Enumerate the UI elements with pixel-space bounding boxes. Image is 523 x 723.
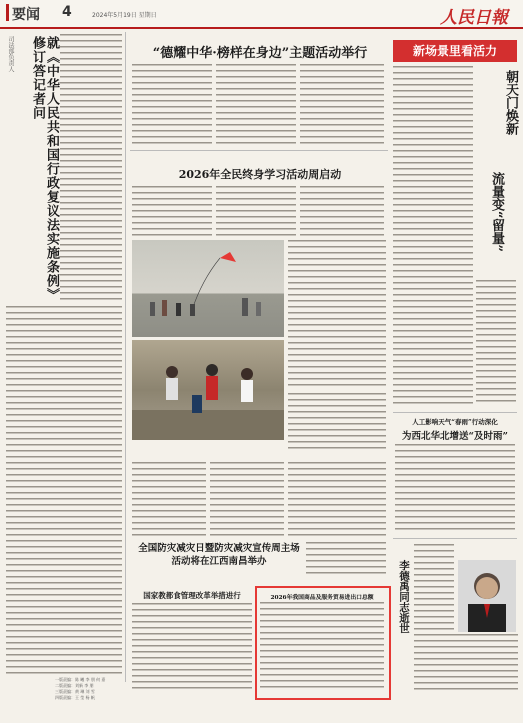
page-number: 4 — [62, 4, 72, 20]
top-story-body-col1 — [132, 64, 212, 146]
fire-story-body-col2 — [210, 462, 284, 537]
bottom-left-story-body — [132, 603, 252, 691]
runners-photo-art — [132, 340, 284, 440]
portrait-photo-art — [458, 560, 516, 632]
column-divider — [125, 32, 126, 682]
kite-photo-art — [132, 240, 284, 337]
credit-line: 四版责编：王 莹 杨 帆 — [55, 695, 95, 700]
credit-line: 一版责编：陈 曦 李 朋 何 嘉 — [55, 677, 106, 682]
left-article-body — [6, 306, 122, 674]
top-story-headline: “德耀中华·榜样在身边”主题活动举行 — [152, 46, 368, 61]
feature-body-col2 — [476, 280, 516, 406]
highlighted-story-body — [260, 602, 384, 692]
obituary-headline: 李德禹同志逝世 — [398, 560, 410, 634]
kite-photo — [132, 240, 284, 337]
feature-body — [393, 66, 473, 406]
obituary-body — [414, 634, 518, 694]
culture-story-body — [395, 444, 515, 534]
section-title: 要闻 — [12, 7, 40, 23]
highlighted-story-headline: 2026年我国商品及服务贸易进出口总额 — [270, 595, 374, 601]
divider — [393, 412, 517, 413]
culture-story-subheadline: 为西北华北增送“及时雨” — [402, 431, 508, 442]
culture-story-headline: 人工影响天气“春雨”行动深化 — [412, 418, 498, 426]
top-story-body-col3 — [300, 64, 384, 146]
middle-story-body-col2 — [216, 186, 296, 236]
middle-story-body-col1 — [132, 186, 212, 236]
divider — [393, 538, 517, 539]
newspaper-logo: 人民日報 — [440, 8, 508, 28]
divider — [130, 150, 388, 151]
section-banner: 新场景里看活力 — [393, 40, 517, 62]
section-marker — [6, 4, 9, 21]
left-article-headline: 就《中华人民共和国行政复议法实施条例》修订答记者问 — [30, 36, 59, 296]
fire-story-headline: 全国防灾减灾日暨防灾减灾宣传周主场活动将在江西南昌举办 — [138, 543, 300, 567]
feature-title-line1: 朝天门焕新 — [503, 70, 518, 135]
middle-right-body — [288, 240, 386, 390]
portrait-photo — [458, 560, 516, 632]
author-line: 司法部负责人 — [7, 36, 14, 72]
middle-story-body-col3 — [300, 186, 384, 236]
top-story-body-col2 — [216, 64, 296, 146]
photo-caption — [288, 393, 386, 453]
credit-line: 三版责编：黄 琳 刘 雪 — [55, 689, 95, 694]
left-article-body-top — [60, 34, 122, 304]
credit-line: 二版责编：刘新 李 朋 — [55, 683, 94, 688]
obituary-body-top — [414, 544, 454, 630]
bottom-left-story-headline: 国家教都食管理改革举措进行 — [143, 591, 241, 600]
issue-date: 2024年5月19日 星期日 — [92, 12, 157, 19]
photo-caption-lines — [288, 393, 386, 453]
feature-title-line2: 流量变“留量” — [489, 172, 504, 252]
fire-story-body-col4 — [306, 542, 386, 578]
middle-story-headline: 2026年全民终身学习活动周启动 — [178, 168, 342, 181]
footer-credits — [55, 677, 125, 701]
runners-photo — [132, 340, 284, 440]
fire-story-body-col1 — [132, 462, 206, 537]
fire-story-body-col3 — [288, 462, 386, 537]
